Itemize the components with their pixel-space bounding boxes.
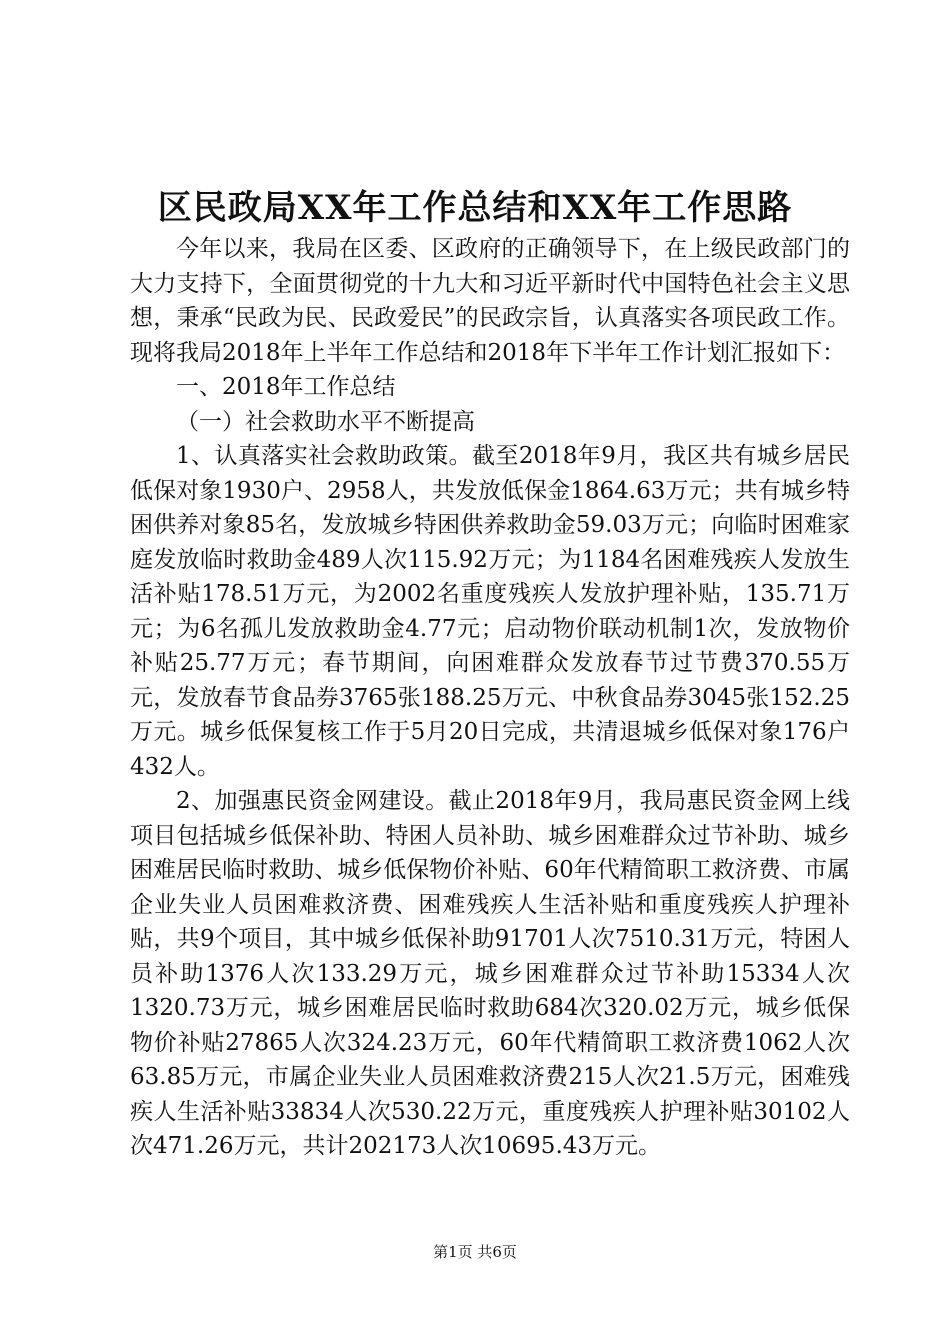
document-body <box>130 232 850 1164</box>
subsection-heading: （一）社会救助水平不断提高 <box>176 408 475 435</box>
document-title: 区民政局XX年工作总结和XX年工作思路 <box>157 188 793 228</box>
paragraph-fund-network: 2、加强惠民资金网建设。截止2018年9月，我局惠民资金网上线项目包括城乡低保补助、特困人员补助、城乡困难群众过节补助、城乡困难居民临时救助、城乡低保物价补贴、60年代精简职工救济费、市属企业失业人员困难救济费、困难残疾人生活补贴和重度残疾人护理补贴，共9个项目，其中城乡低保补助91701人次7510.31万元，特困人员补助1376人次133.29万元，城乡困难群众过节补助15334人次1320.73万元，城乡困难居民临时救助684次320.02万元，城乡低保物价补贴27865人次324.23万元，60年代精简职工救济费1062人次63.85万元，市属企业失业人员困难救济费215人次21.5万元，困难残疾人生活补贴33834人次530.22万元，重度残疾人护理补贴30102人次471.26万元，共计202173人次10695.43万元。 <box>130 788 850 1159</box>
page-number-footer: 第1页 共6页 <box>433 1243 517 1261</box>
paragraph-social-assistance: 1、认真落实社会救助政策。截至2018年9月，我区共有城乡居民低保对象1930户、2958人，共发放低保金1864.63万元；共有城乡特困供养对象85名，发放城乡特困供养救助金59.03万元；向临时困难家庭发放临时救助金489人次115.92万元；为1184名困难残疾人发放生活补贴178.51万元，为2002名重度残疾人发放护理补贴，135.71万元；为6名孤儿发放救助金4.77元；启动物价联动机制1次，发放物价补贴25.77万元；春节期间，向困难群众发放春节过节费370.55万元，发放春节食品券3765张188.25万元、中秋食品券3045张152.25万元。城乡低保复核工作于5月20日完成，共清退城乡低保对象176户432人。 <box>130 443 850 780</box>
intro-paragraph: 今年以来，我局在区委、区政府的正确领导下，在上级民政部门的大力支持下，全面贯彻党的十九大和习近平新时代中国特色社会主义思想，秉承“民政为民、民政爱民”的民政宗旨，认真落实各项民政工作。现将我局2018年上半年工作总结和2018年下半年工作计划汇报如下： <box>130 236 850 366</box>
section-heading: 一、2018年工作总结 <box>176 374 396 400</box>
